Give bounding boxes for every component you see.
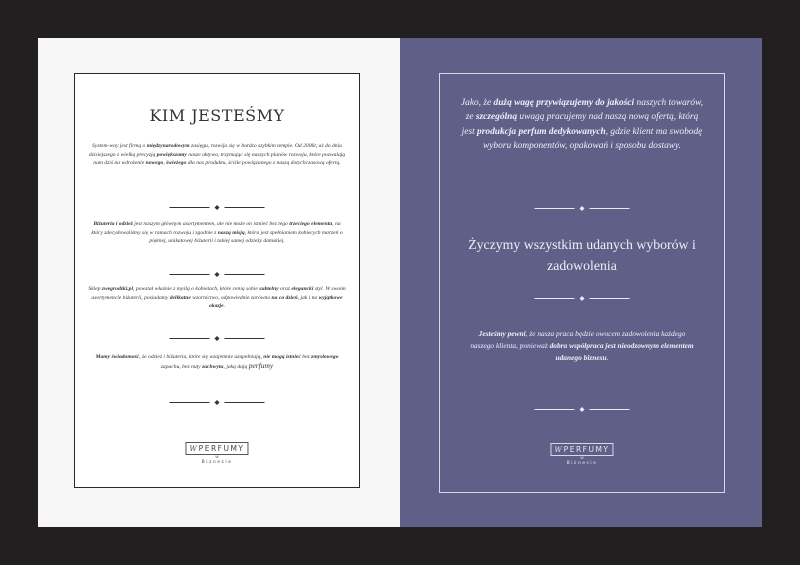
divider (170, 205, 265, 210)
emphasis-text: Jesteśmy pewni (478, 329, 526, 338)
perfumy-logo (550, 443, 613, 466)
logo-mark: W (554, 445, 562, 454)
emphasis-text: powiększamy (156, 151, 187, 158)
body-text: Sklep (88, 286, 102, 292)
quality-paragraph (460, 96, 704, 153)
body-text: jest naszym głównym asortymentem, ale nie może on istnieć bez tego (132, 221, 290, 227)
emphasis-text: nie mogą istnieć (263, 354, 301, 360)
emphasis-text: delikatne (169, 294, 191, 301)
page-title: KIM JESTEŚMY (149, 106, 285, 125)
emphasis-text: elegancki (291, 286, 314, 292)
headline: Życzymy wszystkim udanych wyborów i zadowolenia (468, 237, 696, 273)
emphasis-text: Biżuteria i odzież (93, 221, 133, 227)
body-text: naszych towarów, ze (465, 98, 704, 123)
body-text: styl. W swoim asortymencie biżuterii, posiadamy (91, 286, 346, 301)
divider (170, 336, 265, 341)
logo-w: W (215, 455, 219, 459)
left-page (38, 38, 400, 527)
right-frame (439, 73, 725, 493)
emphasis-text: trzeciego elementu (289, 221, 333, 227)
divider (535, 407, 630, 412)
divider (535, 296, 630, 301)
body-text: , powstał właśnie z myślą o kobietach, które cenią sobie (133, 286, 260, 292)
emphasis-text: zachwytu (202, 363, 224, 370)
body-text: perfumy (248, 360, 274, 370)
emphasis-text: produkcja perfum dedykowanych (477, 126, 606, 137)
emphasis-text: międzynarodowym (146, 143, 190, 149)
body-text: dla nas produktu, ściśle powiązanego z naszą dotychczasową ofertą. (186, 160, 341, 167)
body-text: , że nasza praca będzie owocem zadowolenia każdego naszego klienta, ponieważ (470, 329, 686, 350)
left-frame (74, 73, 360, 488)
logo-sub: Biznesie (201, 460, 233, 465)
emphasis-text: subtelny (259, 286, 279, 292)
emphasis-text: na co dzień (271, 294, 298, 301)
emphasis-text: świeżego (166, 160, 187, 167)
body-text: nasze aktywa, trzymając się naszych planów rozwoju, które pozwalają nam dziś na wdrożenie (93, 151, 346, 167)
body-text: wzornictwo, odpowiednie zarówno (190, 294, 272, 301)
assortment-paragraph (87, 220, 347, 246)
body-text: , (163, 160, 167, 167)
logo-name: PERFUMY (563, 445, 610, 454)
body-text: . (223, 303, 225, 310)
logo-w: W (580, 456, 584, 460)
emphasis-text: nowego (145, 160, 164, 167)
body-text: . (606, 353, 609, 362)
body-text: Jako, że (460, 98, 494, 108)
emphasis-text: dużą wagę przywiązujemy do jakości (493, 98, 635, 108)
divider (170, 272, 265, 277)
emphasis-text: zwegrodzki.pl (101, 286, 134, 292)
body-text: , jaką dają (223, 363, 249, 370)
logo-name: PERFUMY (198, 444, 245, 453)
body-text: , która jest spełnianiem kobiecych marzeń o pięknej, unikatowej biżuterii i takiej samej odzieży damskiej. (149, 229, 343, 245)
body-text: , gdzie klient ma swobodę wyboru komponentów, opakowań i sposobu dostawy. (483, 126, 703, 151)
awareness-paragraph (87, 353, 347, 371)
emphasis-text: wyjątkowe okazje (208, 294, 343, 310)
emphasis-text: Mamy świadomość (95, 354, 140, 360)
body-text: zasięgu, rozwija się w bardzo szybkim tempie. Od 2006r, aż do dnia dzisiejszego z wielką precyzją (88, 143, 342, 158)
emphasis-text: naszą misją (217, 229, 245, 236)
perfumy-logo (185, 442, 248, 465)
divider (535, 206, 630, 211)
body-text: zapachu, bez nuty (160, 363, 203, 370)
body-text: System-way jest firmą o (92, 143, 147, 149)
divider (170, 400, 265, 405)
logo-mark: W (189, 444, 197, 453)
emphasis-text: szczególną (475, 112, 518, 123)
emphasis-text: zmysłowego (311, 354, 339, 360)
intro-paragraph (87, 142, 347, 168)
body-text: uwagą pracujemy nad naszą nową ofertą, którą jest (461, 112, 699, 137)
right-page (400, 38, 762, 527)
shop-paragraph (87, 285, 347, 311)
confidence-paragraph (466, 328, 698, 364)
body-text: bez (300, 354, 312, 360)
logo-sub: Biznesie (566, 461, 598, 466)
body-text: oraz (278, 286, 292, 292)
body-text: , jak i na (297, 294, 319, 301)
body-text: , na który zdecydowaliśmy się w ramach rozwoju i zgodnie z (91, 221, 341, 236)
emphasis-text: dobra współpraca jest nieodzownym elementem udanego biznesu (549, 341, 694, 362)
body-text: , że odzież i biżuteria, które się wzajemnie uzupełniają, (139, 354, 264, 360)
